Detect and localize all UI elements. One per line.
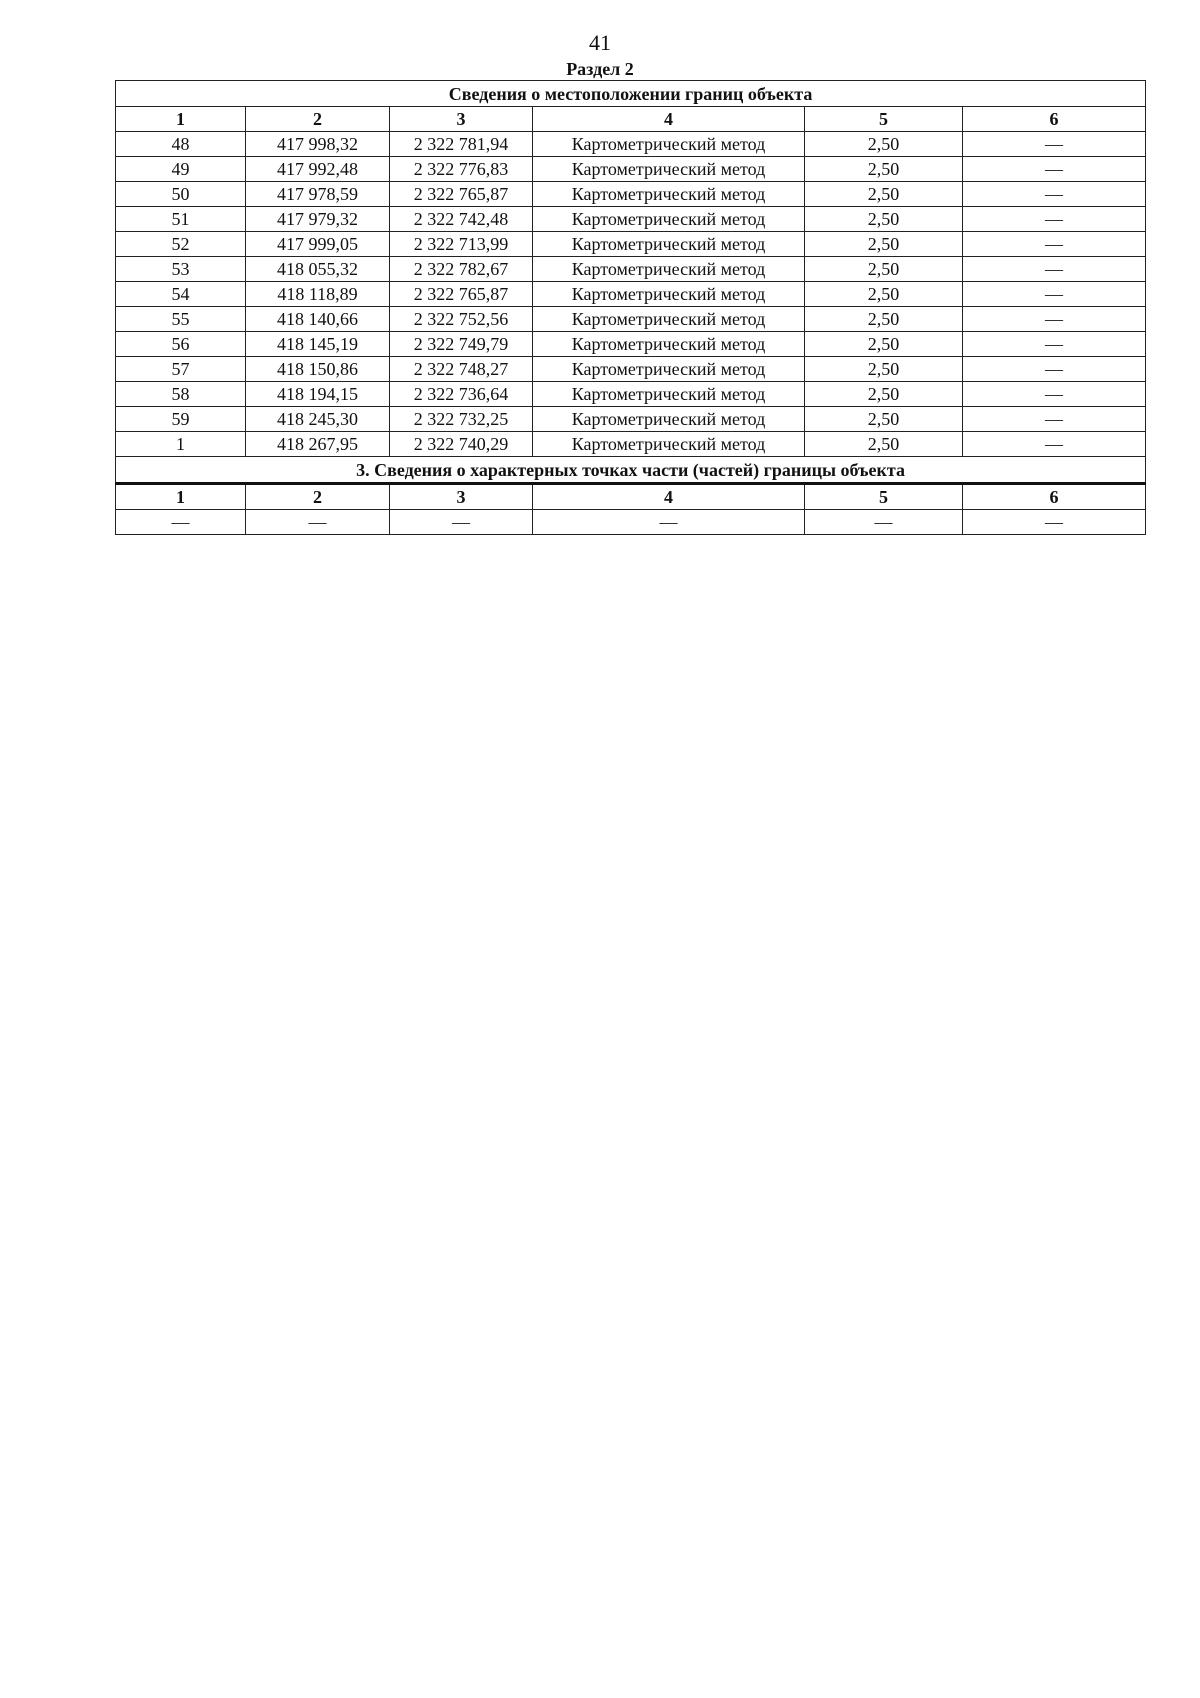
table-cell: 2,50: [805, 332, 963, 357]
table-cell: 418 267,95: [246, 432, 390, 457]
table-cell: 2 322 782,67: [390, 257, 533, 282]
table-cell: 51: [116, 207, 246, 232]
table-cell: —: [390, 510, 533, 535]
table-cell: —: [963, 132, 1146, 157]
table-row: [116, 207, 1146, 232]
table-cell: 2 322 781,94: [390, 132, 533, 157]
table-row: [116, 407, 1146, 432]
table-cell: 2,50: [805, 432, 963, 457]
table-cell: 48: [116, 132, 246, 157]
table-cell: —: [963, 282, 1146, 307]
table-cell: Картометрический метод: [533, 307, 805, 332]
table-row: [116, 382, 1146, 407]
table-cell: —: [963, 157, 1146, 182]
table-cell: —: [963, 232, 1146, 257]
section-title: Раздел 2: [566, 59, 634, 79]
table-cell: 418 194,15: [246, 382, 390, 407]
table-cell: Картометрический метод: [533, 257, 805, 282]
table-cell: —: [963, 182, 1146, 207]
table-cell: Картометрический метод: [533, 207, 805, 232]
part-column-header-row: [116, 484, 1146, 510]
table-cell: Картометрический метод: [533, 232, 805, 257]
table-cell: 1: [116, 432, 246, 457]
table-cell: 2,50: [805, 407, 963, 432]
table-cell: 2 322 713,99: [390, 232, 533, 257]
table-caption: Сведения о местоположении границ объекта: [116, 81, 1146, 107]
column-header: 6: [963, 107, 1146, 132]
table-cell: Картометрический метод: [533, 182, 805, 207]
column-header-row: [116, 107, 1146, 132]
table-cell: 2,50: [805, 282, 963, 307]
table-cell: 57: [116, 357, 246, 382]
table-cell: 418 118,89: [246, 282, 390, 307]
table-cell: —: [963, 257, 1146, 282]
table-row: [116, 132, 1146, 157]
table-cell: 55: [116, 307, 246, 332]
table-cell: 52: [116, 232, 246, 257]
part-column-header: 5: [805, 484, 963, 510]
table-cell: 2,50: [805, 382, 963, 407]
table-cell: 418 140,66: [246, 307, 390, 332]
table-cell: —: [963, 510, 1146, 535]
page-number: 41: [589, 30, 611, 55]
table-cell: 59: [116, 407, 246, 432]
table-cell: 2 322 749,79: [390, 332, 533, 357]
table-cell: —: [246, 510, 390, 535]
table-cell: 2 322 736,64: [390, 382, 533, 407]
table-row: [116, 357, 1146, 382]
part-column-header: 6: [963, 484, 1146, 510]
part-column-header: 3: [390, 484, 533, 510]
table-cell: 2,50: [805, 232, 963, 257]
table-cell: 53: [116, 257, 246, 282]
table-cell: 2 322 748,27: [390, 357, 533, 382]
table-row: [116, 157, 1146, 182]
table-cell: 418 145,19: [246, 332, 390, 357]
table-cell: 417 978,59: [246, 182, 390, 207]
table-cell: —: [963, 382, 1146, 407]
table-cell: —: [533, 510, 805, 535]
table-cell: 2 322 732,25: [390, 407, 533, 432]
table-row: [116, 257, 1146, 282]
table-cell: Картометрический метод: [533, 157, 805, 182]
table-cell: —: [963, 332, 1146, 357]
table-cell: 2 322 742,48: [390, 207, 533, 232]
table-row: [116, 332, 1146, 357]
table-cell: 417 998,32: [246, 132, 390, 157]
table-cell: —: [805, 510, 963, 535]
table-cell: 2,50: [805, 307, 963, 332]
table-cell: 2 322 776,83: [390, 157, 533, 182]
part-column-header: 4: [533, 484, 805, 510]
table-cell: —: [963, 407, 1146, 432]
table-cell: 58: [116, 382, 246, 407]
table-cell: —: [963, 357, 1146, 382]
part-table-row: [116, 510, 1146, 535]
part-column-header: 2: [246, 484, 390, 510]
table-cell: Картометрический метод: [533, 357, 805, 382]
table-cell: 417 979,32: [246, 207, 390, 232]
table-cell: 417 999,05: [246, 232, 390, 257]
table-body: [116, 81, 1146, 535]
table-row: [116, 432, 1146, 457]
table-cell: 418 150,86: [246, 357, 390, 382]
table-cell: Картометрический метод: [533, 407, 805, 432]
table-cell: 2,50: [805, 182, 963, 207]
table-cell: 417 992,48: [246, 157, 390, 182]
table-cell: 56: [116, 332, 246, 357]
table-cell: 2 322 765,87: [390, 282, 533, 307]
table-row: [116, 282, 1146, 307]
table-cell: —: [963, 432, 1146, 457]
table-cell: —: [963, 307, 1146, 332]
table-cell: —: [116, 510, 246, 535]
table-cell: Картометрический метод: [533, 382, 805, 407]
table-cell: 54: [116, 282, 246, 307]
part-column-header: 1: [116, 484, 246, 510]
table-cell: Картометрический метод: [533, 332, 805, 357]
table-cell: 2,50: [805, 132, 963, 157]
table-cell: —: [963, 207, 1146, 232]
table-cell: 2,50: [805, 207, 963, 232]
table-cell: 2,50: [805, 257, 963, 282]
column-header: 1: [116, 107, 246, 132]
table-cell: 2 322 752,56: [390, 307, 533, 332]
boundary-coordinates-table: [115, 80, 1146, 535]
table-cell: 2,50: [805, 357, 963, 382]
part-section-caption-row: [116, 457, 1146, 484]
column-header: 4: [533, 107, 805, 132]
table-cell: Картометрический метод: [533, 282, 805, 307]
table-cell: 2 322 740,29: [390, 432, 533, 457]
column-header: 2: [246, 107, 390, 132]
table-cell: 2 322 765,87: [390, 182, 533, 207]
table-row: [116, 182, 1146, 207]
table-cell: 49: [116, 157, 246, 182]
column-header: 3: [390, 107, 533, 132]
table-row: [116, 307, 1146, 332]
part-section-caption: 3. Сведения о характерных точках части (частей) границы объекта: [116, 457, 1146, 484]
table-cell: 2,50: [805, 157, 963, 182]
table-cell: 418 055,32: [246, 257, 390, 282]
table-row: [116, 232, 1146, 257]
column-header: 5: [805, 107, 963, 132]
table-cell: 50: [116, 182, 246, 207]
table-cell: Картометрический метод: [533, 432, 805, 457]
table-caption-row: [116, 81, 1146, 107]
table-cell: 418 245,30: [246, 407, 390, 432]
table-cell: Картометрический метод: [533, 132, 805, 157]
